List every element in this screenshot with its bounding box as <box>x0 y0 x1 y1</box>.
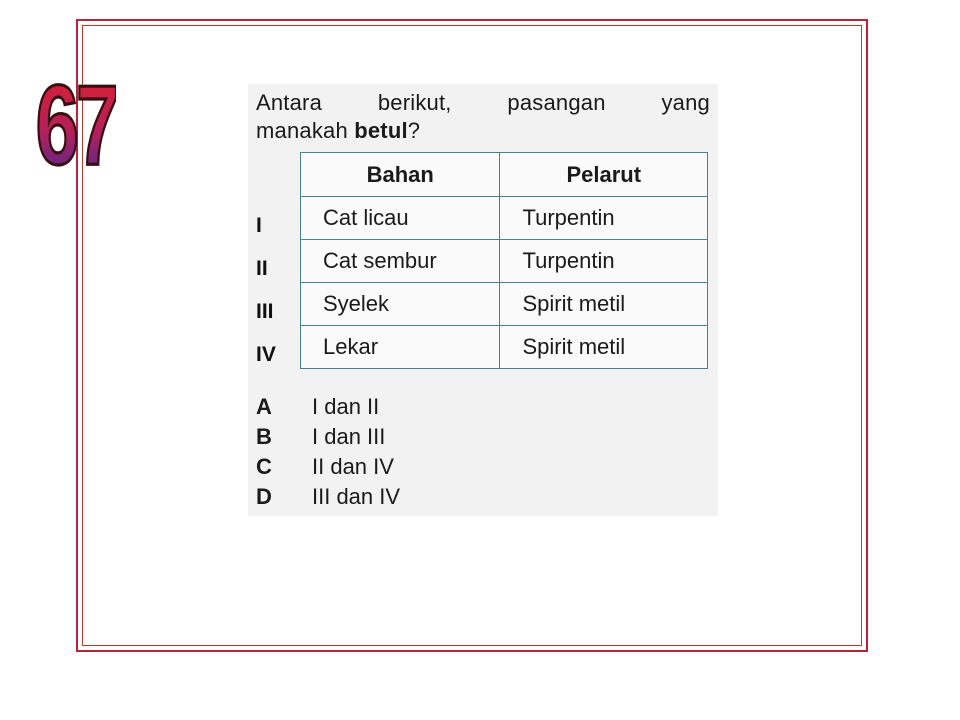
slide-number <box>36 64 116 176</box>
cell-pelarut: Turpentin <box>500 197 708 240</box>
pairing-table-wrap <box>300 152 708 369</box>
question-line-2 <box>256 118 420 144</box>
cell-bahan: Cat licau <box>301 197 500 240</box>
question-emphasis: betul <box>354 118 408 143</box>
option-text: II dan IV <box>312 454 394 479</box>
table-header-row <box>301 153 708 197</box>
table-row <box>301 283 708 326</box>
table-row <box>301 326 708 369</box>
table-row <box>301 197 708 240</box>
row-label: II <box>256 257 268 280</box>
row-label: III <box>256 300 274 323</box>
option-a[interactable] <box>256 394 379 420</box>
option-c[interactable] <box>256 454 394 480</box>
slide-number-wordart <box>36 64 116 176</box>
question-text: manakah <box>256 118 355 143</box>
question-word: pasangan <box>507 90 606 115</box>
cell-bahan: Syelek <box>301 283 500 326</box>
header-pelarut: Pelarut <box>500 153 708 197</box>
option-letter: D <box>256 484 272 509</box>
cell-bahan: Cat sembur <box>301 240 500 283</box>
cell-pelarut: Turpentin <box>500 240 708 283</box>
option-d[interactable] <box>256 484 400 510</box>
row-label: I <box>256 214 262 237</box>
question-word: Antara <box>256 90 323 115</box>
row-label: IV <box>256 343 276 366</box>
question-mark: ? <box>407 118 421 143</box>
option-letter: A <box>256 394 272 419</box>
question-line-1 <box>256 90 710 116</box>
question-card <box>248 84 718 516</box>
option-letter: C <box>256 454 272 479</box>
cell-bahan: Lekar <box>301 326 500 369</box>
cell-pelarut: Spirit metil <box>500 326 708 369</box>
slide-number-text: 67 <box>36 64 116 176</box>
option-b[interactable] <box>256 424 385 450</box>
table-row <box>301 240 708 283</box>
option-text: I dan II <box>312 394 380 419</box>
option-letter: B <box>256 424 272 449</box>
option-text: I dan III <box>312 424 386 449</box>
header-bahan: Bahan <box>301 153 500 197</box>
question-word: yang <box>661 90 710 115</box>
pairing-table <box>300 152 708 369</box>
cell-pelarut: Spirit metil <box>500 283 708 326</box>
option-text: III dan IV <box>312 484 401 509</box>
question-word: berikut, <box>377 90 452 115</box>
